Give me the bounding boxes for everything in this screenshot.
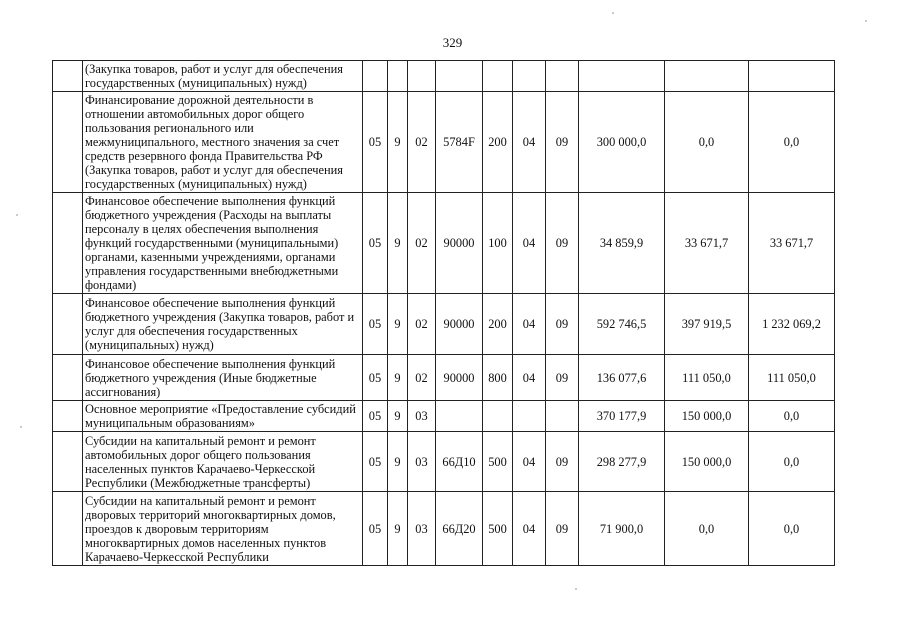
code-cell: 05 [363,401,388,432]
amount-cell [665,61,749,92]
code-cell [483,401,513,432]
code-cell: 9 [388,355,408,401]
table-row [53,61,835,92]
code-cell: 02 [408,294,436,355]
code-cell: 90000 [436,294,483,355]
row-description: Финансовое обеспечение выполнения функций бюджетного учреждения (Иные бюджетные ассигнования) [83,355,363,401]
code-cell: 09 [546,294,579,355]
amount-cell: 1 232 069,2 [749,294,835,355]
code-cell: 05 [363,92,388,193]
table-row [53,432,835,492]
scan-speck [612,12,614,14]
code-cell: 05 [363,432,388,492]
row-index-cell [53,492,83,566]
code-cell [388,61,408,92]
code-cell: 04 [513,92,546,193]
table-row [53,401,835,432]
row-description: (Закупка товаров, работ и услуг для обеспечения государственных (муниципальных) нужд) [83,61,363,92]
code-cell: 04 [513,294,546,355]
code-cell: 9 [388,294,408,355]
code-cell: 04 [513,355,546,401]
code-cell: 02 [408,193,436,294]
amount-cell: 71 900,0 [579,492,665,566]
code-cell: 05 [363,193,388,294]
amount-cell [749,61,835,92]
code-cell: 09 [546,492,579,566]
row-description: Финансирование дорожной деятельности в отношении автомобильных дорог общего пользования регионального или межмуниципального, местного значения за счет средств резервного фонда Правительства РФ (Закупка товаров, работ и услуг для обеспечения государственных (муниципальных) нужд) [83,92,363,193]
amount-cell: 370 177,9 [579,401,665,432]
amount-cell: 0,0 [749,432,835,492]
amount-cell: 397 919,5 [665,294,749,355]
amount-cell: 33 671,7 [749,193,835,294]
row-index-cell [53,92,83,193]
scan-speck [16,214,18,216]
row-index-cell [53,355,83,401]
amount-cell: 592 746,5 [579,294,665,355]
table-row [53,92,835,193]
code-cell: 9 [388,92,408,193]
row-description: Финансовое обеспечение выполнения функций бюджетного учреждения (Расходы на выплаты персоналу в целях обеспечения выполнения функций государственными (муниципальными) органами, казенными учреждениями, органами управления государственными внебюджетными фондами) [83,193,363,294]
amount-cell: 0,0 [749,401,835,432]
row-description: Основное мероприятие «Предоставление субсидий муниципальным образованиям» [83,401,363,432]
code-cell [436,401,483,432]
code-cell: 9 [388,193,408,294]
row-description: Субсидии на капитальный ремонт и ремонт автомобильных дорог общего пользования населенных пунктов Карачаево-Черкесской Республики (Межбюджетные трансферты) [83,432,363,492]
code-cell: 9 [388,401,408,432]
row-index-cell [53,432,83,492]
code-cell: 9 [388,432,408,492]
code-cell: 66Д20 [436,492,483,566]
amount-cell: 111 050,0 [749,355,835,401]
amount-cell: 300 000,0 [579,92,665,193]
code-cell: 09 [546,432,579,492]
code-cell: 03 [408,432,436,492]
scan-speck [575,588,577,590]
amount-cell: 111 050,0 [665,355,749,401]
code-cell: 04 [513,432,546,492]
row-index-cell [53,401,83,432]
row-index-cell [53,193,83,294]
page-number: 329 [442,35,463,50]
code-cell [513,401,546,432]
code-cell: 200 [483,92,513,193]
code-cell: 09 [546,92,579,193]
code-cell: 04 [513,492,546,566]
code-cell: 09 [546,355,579,401]
table-row [53,294,835,355]
code-cell: 03 [408,401,436,432]
amount-cell: 0,0 [749,492,835,566]
table-row [53,355,835,401]
code-cell: 05 [363,355,388,401]
code-cell: 90000 [436,355,483,401]
row-description: Субсидии на капитальный ремонт и ремонт дворовых территорий многоквартирных домов, проездов к дворовым территориям многоквартирных домов населенных пунктов Карачаево-Черкесской Республики [83,492,363,566]
code-cell: 66Д10 [436,432,483,492]
amount-cell: 0,0 [749,92,835,193]
table-row [53,492,835,566]
code-cell [546,61,579,92]
amount-cell: 136 077,6 [579,355,665,401]
code-cell: 05 [363,492,388,566]
scan-speck [865,20,867,22]
code-cell [408,61,436,92]
code-cell: 03 [408,492,436,566]
amount-cell: 34 859,9 [579,193,665,294]
amount-cell: 150 000,0 [665,401,749,432]
code-cell: 200 [483,294,513,355]
code-cell: 100 [483,193,513,294]
row-index-cell [53,294,83,355]
code-cell: 5784F [436,92,483,193]
code-cell: 02 [408,355,436,401]
code-cell [363,61,388,92]
row-description: Финансовое обеспечение выполнения функций бюджетного учреждения (Закупка товаров, работ и услуг для обеспечения государственных (муниципальных) нужд) [83,294,363,355]
code-cell: 04 [513,193,546,294]
scan-speck [20,426,22,428]
code-cell: 05 [363,294,388,355]
amount-cell: 0,0 [665,92,749,193]
amount-cell: 0,0 [665,492,749,566]
code-cell: 800 [483,355,513,401]
code-cell [483,61,513,92]
amount-cell: 33 671,7 [665,193,749,294]
code-cell: 500 [483,432,513,492]
code-cell [436,61,483,92]
code-cell: 9 [388,492,408,566]
row-index-cell [53,61,83,92]
table-row [53,193,835,294]
amount-cell [579,61,665,92]
amount-cell: 150 000,0 [665,432,749,492]
code-cell: 500 [483,492,513,566]
budget-table [52,60,835,566]
code-cell: 09 [546,193,579,294]
code-cell [513,61,546,92]
code-cell: 90000 [436,193,483,294]
code-cell: 02 [408,92,436,193]
amount-cell: 298 277,9 [579,432,665,492]
code-cell [546,401,579,432]
